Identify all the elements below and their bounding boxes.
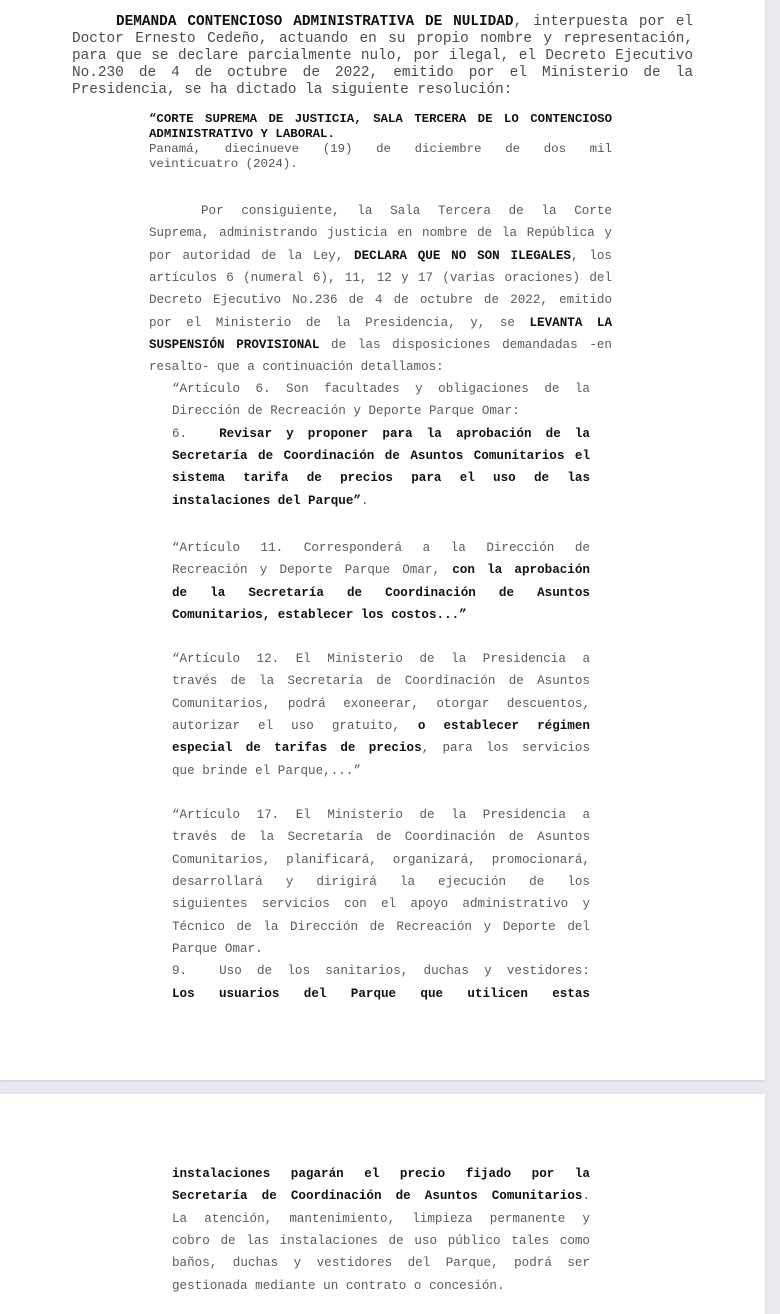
article-6 [172,378,590,512]
article-17-line-1: “Artículo 17. El Ministerio de la Presidencia a [172,808,590,822]
court-header [149,112,612,172]
article-17-line-2: través de la Secretaría de Coordinación de Asuntos [172,830,590,845]
article-11-line-4: Comunitarios, establecer los costos...” [172,608,467,623]
demand-heading: DEMANDA CONTENCIOSO ADMINISTRATIVA DE NULIDAD [116,14,514,30]
ruling-line-1: Por consiguiente, la Sala Tercera de la Corte [201,204,612,218]
article-6-line-6: instalaciones del Parque”. [172,493,369,508]
article-17-line-4: desarrollará y dirigirá la ejecución de los [172,875,590,890]
article-17-line-5: siguientes servicios con el apoyo administrativo y [172,897,590,912]
intro-line-3: para que se declare parcialmente nulo, por ilegal, el Decreto Ejecutivo [72,47,693,64]
continuation-line-1: instalaciones pagarán el precio fijado por la [172,1167,590,1181]
continuation-line-6: gestionada mediante un contrato o concesión. [172,1278,505,1293]
article-6-line-4: Secretaría de Coordinación de Asuntos Comunitarios el [172,449,590,464]
intro-line-2: Doctor Ernesto Cedeño, actuando en su propio nombre y representación, [72,30,693,47]
article-6-line-5: sistema tarifa de precios para el uso de las [172,471,590,486]
intro-line-4: No.230 de 4 de octubre de 2022, emitido por el Ministerio de la [72,64,693,81]
article-17-line-7: Parque Omar. [172,942,263,957]
article-11-line-2: Recreación y Deporte Parque Omar, con la aprobación [172,563,590,578]
intro-paragraph [72,14,693,99]
continuation-line-2: Secretaría de Coordinación de Asuntos Comunitarios. [172,1189,590,1204]
lift-bold: LEVANTA LA [529,315,612,330]
ruling-line-7: SUSPENSIÓN PROVISIONAL de las disposiciones demandadas -en [149,338,612,353]
court-date-line-1: Panamá, diecinueve (19) de diciembre de dos mil [149,141,612,156]
intro-line-1: DEMANDA CONTENCIOSO ADMINISTRATIVA DE NULIDAD, interpuesta por el [116,14,693,30]
ruling-line-4: artículos 6 (numeral 6), 11, 12 y 17 (varias oraciones) del [149,271,612,286]
ruling-line-3: por autoridad de la Ley, DECLARA QUE NO SON ILEGALES, los [149,248,612,263]
article-12-line-4: autorizar el uso gratuito, o establecer régimen [172,719,590,734]
article-17-line-3: Comunitarios, planificará, organizará, promocionará, [172,852,590,867]
court-title-line-2: ADMINISTRATIVO Y LABORAL. [149,126,335,141]
ruling-line-6: por el Ministerio de la Presidencia, y, se LEVANTA LA [149,315,612,330]
suspension-bold: SUSPENSIÓN PROVISIONAL [149,338,320,353]
ruling-paragraph [149,200,612,379]
article-11-line-1: “Artículo 11. Corresponderá a la Dirección de [172,541,590,555]
continuation-line-3: La atención, mantenimiento, limpieza permanente y [172,1211,590,1226]
article-12-line-5: especial de tarifas de precios, para los servicios [172,741,590,756]
intro-line-5: Presidencia, se ha dictado la siguiente resolución: [72,81,513,98]
article-12-line-6: que brinde el Parque,...” [172,763,361,778]
document-page-2 [0,1094,765,1314]
article-12 [172,648,590,782]
article-17-line-8: 9. Uso de los sanitarios, duchas y vestidores: [172,964,590,979]
article-17 [172,804,590,1005]
article-11-line-3: de la Secretaría de Coordinación de Asuntos [172,585,590,600]
article-12-line-2: través de la Secretaría de Coordinación de Asuntos [172,674,590,689]
article-17-line-6: Técnico de la Dirección de Recreación y Deporte del [172,919,590,934]
article-12-line-3: Comunitarios, podrá exoneerar, otorgar descuentos, [172,696,590,711]
continuation-line-4: cobro de las instalaciones de uso público tales como [172,1234,590,1249]
article-6-line-2: Dirección de Recreación y Deporte Parque Omar: [172,404,520,419]
declaration-bold: DECLARA QUE NO SON ILEGALES [354,248,571,263]
article-6-line-3: 6. Revisar y proponer para la aprobación de la [172,426,590,441]
continuation-line-5: baños, duchas y vestidores del Parque, podrá ser [172,1256,590,1271]
ruling-line-5: Decreto Ejecutivo No.236 de 4 de octubre de 2022, emitido [149,293,612,308]
ruling-line-2: Suprema, administrando justicia en nombre de la República y [149,226,612,241]
court-title-line-1: “CORTE SUPREMA DE JUSTICIA, SALA TERCERA DE LO CONTENCIOSO [149,112,612,126]
article-17-continuation [172,1163,590,1297]
court-date-line-2: veinticuatro (2024). [149,156,298,171]
article-12-line-1: “Artículo 12. El Ministerio de la Presidencia a [172,652,590,666]
article-17-line-9: Los usuarios del Parque que utilicen estas [172,986,590,1001]
article-11 [172,537,590,626]
ruling-line-8: resalto- que a continuación detallamos: [149,360,444,375]
article-6-line-1: “Artículo 6. Son facultades y obligaciones de la [172,382,590,396]
